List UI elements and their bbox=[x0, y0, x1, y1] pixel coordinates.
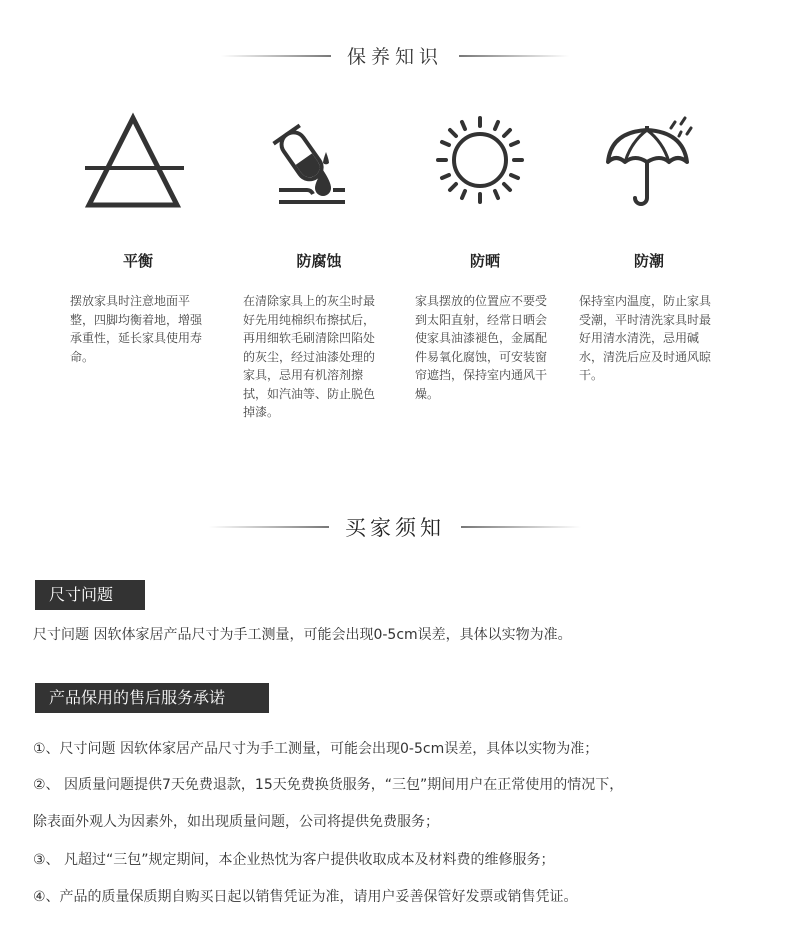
care-item-name: 平衡 bbox=[122, 252, 153, 270]
title-divider-right bbox=[461, 526, 581, 528]
care-title-text: 保养知识 bbox=[346, 46, 443, 68]
care-item-name: 防晒 bbox=[469, 252, 500, 270]
care-item-desc: 保持室内温度，防止家具受潮，平时清洗家具时最好用清水清洗，忌用碱水，清洗后应及时通风晾干。 bbox=[579, 294, 712, 382]
warranty-line: ③、 凡超过“三包”规定期间，本企业热忱为客户提供收取成本及材料费的维修服务； bbox=[33, 852, 555, 868]
title-divider-right bbox=[459, 55, 569, 57]
care-item-desc: 摆放家具时注意地面平整，四脚均衡着地，增强承重性，延长家具使用寿命。 bbox=[70, 294, 203, 364]
warranty-line: ①、尺寸问题 因软体家居产品尺寸为手工测量，可能会出现0-5cm误差，具体以实物为准； bbox=[33, 741, 599, 757]
care-item-desc: 在清除家具上的灰尘时最好先用纯棉织布擦拭后，再用细软毛刷清除凹陷处的灰尘，经过油漆处理的家具，忌用有机溶剂擦拭，如汽油等、防止脱色掉漆。 bbox=[243, 294, 376, 419]
sun-icon bbox=[433, 110, 543, 220]
warranty-line: 除表面外观人为因素外，如出现质量问题，公司将提供免费服务； bbox=[33, 814, 439, 830]
care-item-desc: 家具摆放的位置应不要受到太阳直射，经常日晒会使家具油漆褪色，金属配件易氧化腐蚀，可安装窗帘遮挡，保持室内通风干燥。 bbox=[415, 294, 548, 401]
title-divider-left bbox=[221, 55, 331, 57]
corrosion-beaker-icon bbox=[271, 110, 381, 220]
warranty-line: ④、产品的质量保质期自购买日起以销售凭证为准，请用户妥善保管好发票或销售凭证。 bbox=[33, 889, 578, 905]
buyer-title-text: 买家须知 bbox=[345, 516, 445, 540]
size-issue-tag: 尺寸问题 bbox=[35, 580, 145, 610]
warranty-line: ②、 因质量问题提供7天免费退款，15天免费换货服务，“三包”期间用户在正常使用的情况下， bbox=[33, 777, 624, 793]
warranty-tag: 产品保用的售后服务承诺 bbox=[35, 683, 269, 713]
buyer-section-title bbox=[0, 512, 790, 542]
care-item-name: 防腐蚀 bbox=[296, 252, 342, 270]
care-grid bbox=[0, 110, 790, 440]
umbrella-rain-icon bbox=[603, 110, 713, 220]
care-item-name: 防潮 bbox=[633, 252, 664, 270]
title-divider-left bbox=[209, 526, 329, 528]
triangle-balance-icon bbox=[80, 110, 190, 220]
size-issue-text: 尺寸问题 因软体家居产品尺寸为手工测量，可能会出现0-5cm误差，具体以实物为准。 bbox=[33, 627, 572, 643]
care-section-title bbox=[0, 42, 790, 69]
